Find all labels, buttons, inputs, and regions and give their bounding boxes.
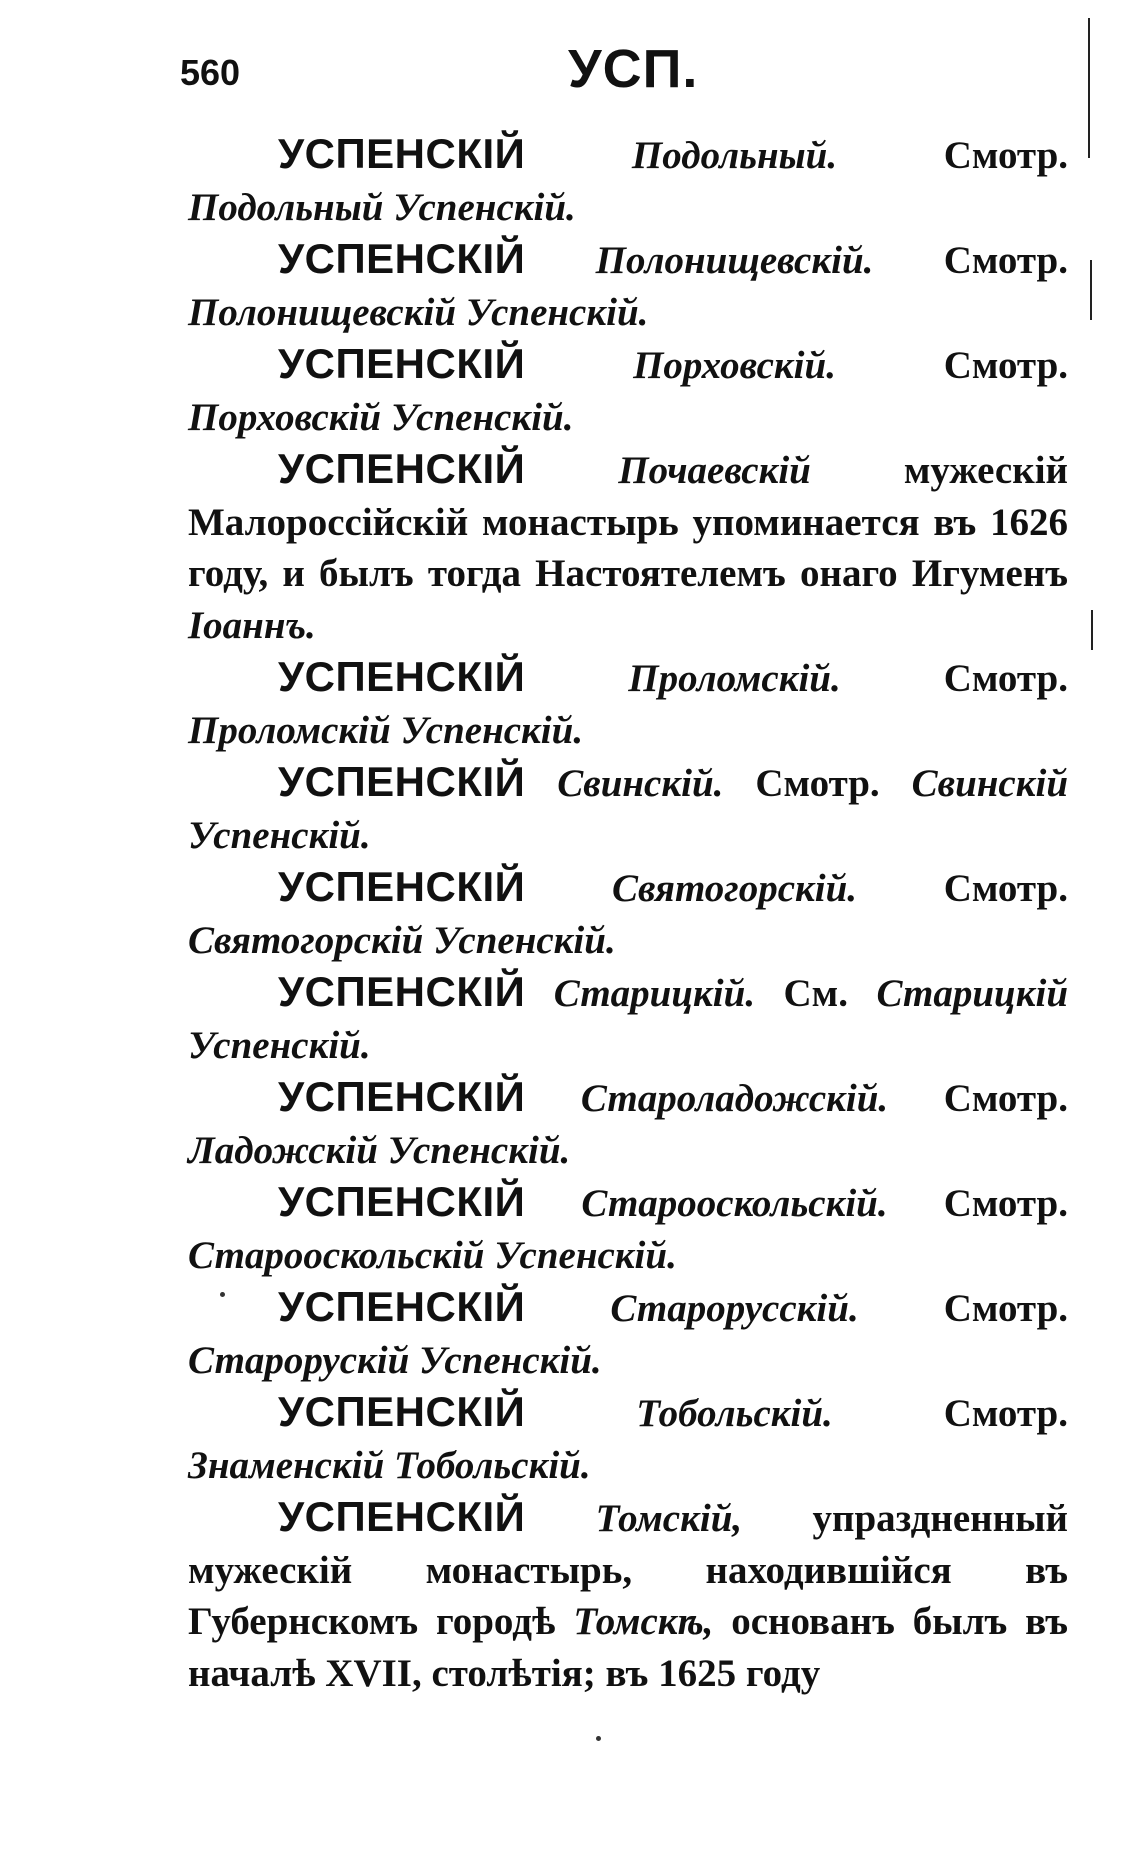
entry-headword: УСПЕНСКІЙ [278,1493,526,1540]
dictionary-entry [188,1386,1068,1491]
entry-italic-text: Святогорскій Успенскій. [188,918,616,962]
dictionary-entry [188,233,1068,338]
dictionary-entry [188,1281,1068,1386]
entry-text: основанъ былъ въ началѣ XVII, столѣтія; въ 1625 году [188,1600,1069,1695]
entry-text: Смотр. [943,1287,1069,1330]
entry-italic-text: Старицкій. [553,972,756,1015]
entry-italic-text: Полонищевскій Успенскій. [188,290,649,334]
entry-italic-text: Томскій, [595,1497,743,1540]
entry-text: Смотр. [943,657,1068,700]
entry-italic-text: Старооскольскій. [581,1182,888,1225]
scan-edge-line [1090,260,1092,320]
entry-headword: УСПЕНСКІЙ [278,758,526,805]
scan-edge-line [1088,18,1090,158]
entry-italic-text: Старорускій Успенскій. [188,1338,602,1382]
entry-headword: УСПЕНСКІЙ [278,445,526,492]
dictionary-entry [188,756,1068,861]
entry-italic-text: Подольный. [631,134,838,177]
entry-italic-text: Порховскій Успенскій. [188,395,574,439]
scan-edge-line [1091,610,1093,650]
entry-italic-text: Томскѣ, [573,1600,714,1643]
page-number: 560 [180,52,241,93]
entry-text: Смотр. [943,1392,1068,1435]
entry-headword: УСПЕНСКІЙ [278,863,526,910]
entry-text: мужескій Малороссійскій монастырь упоминается въ 1626 году, и былъ тогда Настоятелемъ онаго Игуменъ [188,449,1069,595]
entry-italic-text: Проломскій Успенскій. [188,708,584,752]
entry-italic-text: Старорусскій. [610,1287,859,1330]
entry-headword: УСПЕНСКІЙ [278,1388,526,1435]
entry-headword: УСПЕНСКІЙ [278,235,526,282]
entry-italic-text: Проломскій. [628,657,841,700]
entry-italic-text: Іоаннъ. [188,603,316,647]
dictionary-entry [188,1491,1068,1699]
dictionary-entry [188,1071,1068,1176]
entry-headword: УСПЕНСКІЙ [278,653,526,700]
entry-italic-text: Полонищевскій. [595,239,874,282]
entry-italic-text: Тобольскій. [636,1392,833,1435]
entry-headword: УСПЕНСКІЙ [278,130,526,177]
scan-speck [596,1736,601,1741]
entry-text: Смотр. [943,867,1068,910]
dictionary-entry [188,128,1068,233]
entry-text: Смотр. [943,239,1068,282]
scan-speck [220,1292,225,1297]
entry-headword: УСПЕНСКІЙ [278,1178,526,1225]
entry-headword: УСПЕНСКІЙ [278,1283,526,1330]
running-head: УСП. [568,39,699,99]
dictionary-entry [188,443,1068,651]
entry-italic-text: Порховскій. [633,344,836,387]
entry-italic-text: Старооскольскій Успенскій. [188,1233,677,1277]
entry-italic-text: Свинскій. [557,762,724,805]
dictionary-entry [188,338,1068,443]
entries-text [188,128,1068,1699]
entry-italic-text: Знаменскій Тобольскій. [188,1443,591,1487]
entry-text: упраздненный мужескій монастырь, находившійся въ Губернскомъ городѣ [188,1497,1068,1643]
entry-headword: УСПЕНСКІЙ [278,968,526,1015]
entry-text: Смотр. [943,1182,1068,1225]
entry-italic-text: Святогорскій. [611,867,858,910]
entry-italic-text: Свинскій Успенскій. [188,762,1069,857]
entry-text: Смотр. [943,344,1069,387]
dictionary-entry [188,861,1068,966]
dictionary-entry [188,1176,1068,1281]
entry-italic-text: Подольный Успенскій. [188,185,576,229]
entry-italic-text: Почаевскій [618,449,811,492]
dictionary-entry [188,966,1068,1071]
entry-text: Смотр. [943,1077,1068,1120]
dictionary-entry [188,651,1068,756]
entry-italic-text: Старицкій Успенскій. [188,972,1069,1067]
entry-headword: УСПЕНСКІЙ [278,1073,526,1120]
entry-headword: УСПЕНСКІЙ [278,340,526,387]
entry-text: Смотр. [943,134,1069,177]
entry-italic-text: Староладожскій. [580,1077,889,1120]
entry-text: См. [783,972,848,1015]
entry-italic-text: Ладожскій Успенскій. [188,1128,571,1172]
entry-text: Смотр. [755,762,880,805]
